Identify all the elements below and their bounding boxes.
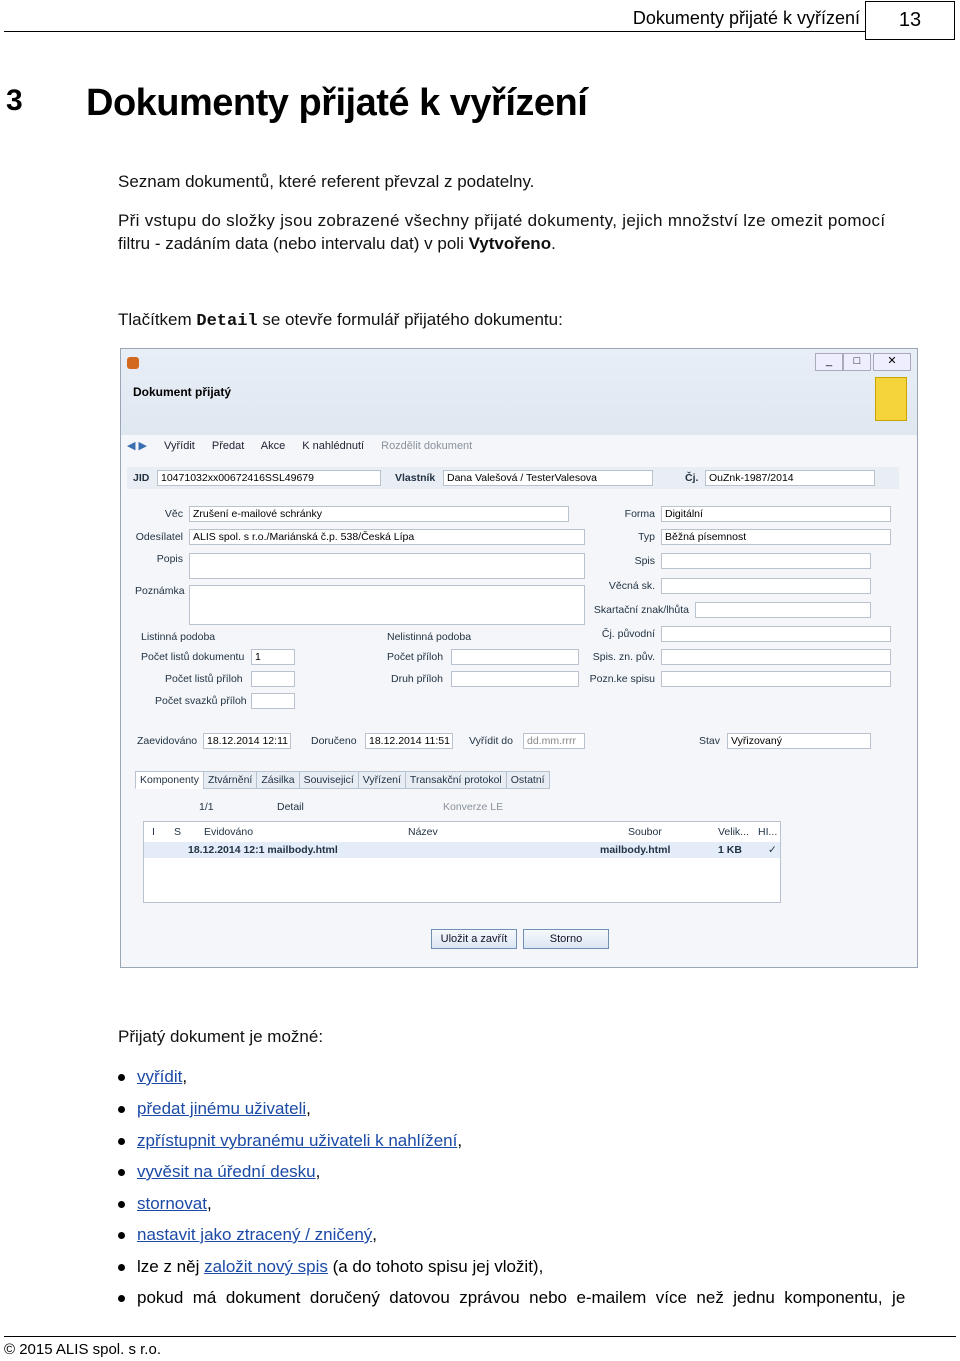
components-grid bbox=[143, 821, 781, 903]
grid-header: Velik... bbox=[718, 826, 749, 838]
skartacni-label: Skartační znak/lhůta bbox=[593, 604, 689, 616]
cj-puvodni-field[interactable] bbox=[661, 626, 891, 642]
pocet-priloh-label: Počet příloh bbox=[387, 651, 444, 663]
text-segment: , bbox=[457, 1131, 463, 1150]
odesilatel-field[interactable]: ALIS spol. s r.o./Mariánská č.p. 538/Česká Lípa bbox=[189, 529, 585, 545]
spis-zn-field[interactable] bbox=[661, 649, 891, 665]
running-header-title: Dokumenty přijaté k vyřízení bbox=[632, 8, 860, 28]
list-item-text: pokud má dokument doručený datovou zprávou nebo e-mailem více než jednu komponentu, je bbox=[137, 1288, 906, 1307]
text-segment: . bbox=[551, 234, 556, 253]
bullet-icon bbox=[118, 1138, 125, 1145]
vec-label: Věc bbox=[164, 508, 183, 520]
link-zpristupnit[interactable]: zpřístupnit vybranému uživateli k nahlížení bbox=[137, 1131, 458, 1150]
pocet-listu-label: Počet listů dokumentu bbox=[141, 651, 245, 663]
bullet-icon bbox=[118, 1264, 125, 1271]
listinna-heading: Listinná podoba bbox=[141, 631, 216, 643]
paragraph-filter-line2 bbox=[118, 232, 556, 255]
grid-header: Název bbox=[408, 826, 438, 838]
pocet-svazku-field[interactable] bbox=[251, 693, 295, 709]
spis-zn-label: Spis. zn. pův. bbox=[592, 651, 655, 663]
odesilatel-label: Odesílatel bbox=[135, 531, 183, 543]
text-segment: , bbox=[206, 1194, 212, 1213]
grid-header: I bbox=[152, 826, 155, 838]
minimize-icon[interactable]: _ bbox=[815, 353, 843, 371]
popis-label: Popis bbox=[156, 553, 183, 565]
app-icon bbox=[127, 357, 139, 369]
window-title: Dokument přijatý bbox=[133, 385, 232, 399]
owner-label: Vlastník bbox=[395, 472, 436, 484]
save-close-button[interactable]: Uložit a zavřít bbox=[431, 929, 517, 949]
link-vyridit[interactable]: vyřídit bbox=[137, 1067, 183, 1086]
tab-ostatni[interactable]: Ostatní bbox=[506, 771, 550, 789]
zaevidovano-label: Zaevidováno bbox=[137, 735, 198, 747]
text-segment: , bbox=[372, 1225, 378, 1244]
grid-header: Evidováno bbox=[204, 826, 254, 838]
bullet-icon bbox=[118, 1106, 125, 1113]
paragraph-detail bbox=[118, 308, 563, 333]
pocet-svazku-label: Počet svazků příloh bbox=[155, 695, 247, 707]
window-titlebar bbox=[121, 349, 917, 435]
grid-header: Soubor bbox=[628, 826, 662, 838]
zaevidovano-field[interactable]: 18.12.2014 12:11 bbox=[203, 733, 291, 749]
jid-field[interactable]: 10471032xx00672416SSL49679 bbox=[157, 470, 381, 486]
text-segment: Tlačítkem bbox=[118, 310, 197, 329]
pager[interactable]: 1/1 bbox=[199, 801, 214, 813]
pozn-spisu-field[interactable] bbox=[661, 671, 891, 687]
pocet-listu-field[interactable]: 1 bbox=[251, 649, 295, 665]
forma-label: Forma bbox=[624, 508, 655, 520]
paragraph-actions: Přijatý dokument je možné: bbox=[118, 1027, 324, 1046]
bullet-icon bbox=[118, 1074, 125, 1081]
text-segment: , bbox=[182, 1067, 188, 1086]
vecna-sk-field[interactable] bbox=[661, 578, 871, 594]
footer-rule bbox=[4, 1336, 956, 1337]
stav-label: Stav bbox=[699, 735, 721, 747]
back-icon[interactable]: ◀ ▶ bbox=[127, 440, 147, 452]
footer-copyright: © 2015 ALIS spol. s r.o. bbox=[4, 1341, 161, 1358]
text-segment: lze z něj bbox=[137, 1257, 205, 1276]
tab-souvisejici[interactable]: Souvisejicí bbox=[299, 771, 359, 789]
tab-ztvarneni[interactable]: Ztvárnění bbox=[203, 771, 257, 789]
form-tabs bbox=[135, 771, 549, 791]
spis-label: Spis bbox=[634, 555, 655, 567]
stav-field[interactable]: Vyřizovaný bbox=[727, 733, 871, 749]
cj-field[interactable]: OuZnk-1987/2014 bbox=[705, 470, 875, 486]
link-predat[interactable]: předat jinému uživateli bbox=[137, 1099, 307, 1118]
pocet-priloh-field[interactable] bbox=[451, 649, 579, 665]
text-segment: , bbox=[315, 1162, 321, 1181]
cj-label: Čj. bbox=[685, 472, 699, 484]
jid-label: JID bbox=[133, 472, 150, 484]
text-segment: (a do tohoto spisu jej vložit), bbox=[327, 1257, 544, 1276]
toolbar-rozdelit: Rozdělit dokument bbox=[381, 440, 473, 452]
tab-komponenty[interactable]: Komponenty bbox=[135, 771, 204, 789]
paragraph-filter-line1: Při vstupu do složky jsou zobrazené všechny přijaté dokumenty, jejich množství lze omezit pomocí bbox=[118, 211, 886, 230]
link-vyvesit[interactable]: vyvěsit na úřední desku bbox=[137, 1162, 316, 1181]
document-form-screenshot bbox=[120, 348, 918, 968]
row-evidovano: 18.12.2014 12:1 mailbody.html bbox=[188, 844, 338, 856]
vec-field[interactable]: Zrušení e-mailové schránky bbox=[189, 506, 569, 522]
form-toolbar bbox=[127, 439, 486, 459]
detail-button[interactable]: Detail bbox=[277, 801, 304, 813]
paragraph-intro: Seznam dokumentů, které referent převzal z podatelny. bbox=[118, 172, 535, 191]
grid-header: S bbox=[174, 826, 182, 838]
pozn-spisu-label: Pozn.ke spisu bbox=[589, 673, 655, 685]
bullet-icon bbox=[118, 1232, 125, 1239]
link-ztraceny[interactable]: nastavit jako ztracený / zničený bbox=[137, 1225, 373, 1244]
forma-select[interactable]: Digitální bbox=[661, 506, 891, 522]
pocet-listu-priloh-label: Počet listů příloh bbox=[165, 673, 243, 685]
header-rule bbox=[4, 31, 866, 32]
text-segment: se otevře formulář přijatého dokumentu: bbox=[257, 310, 563, 329]
tab-transakcni-protokol[interactable]: Transakční protokol bbox=[405, 771, 507, 789]
close-icon[interactable]: ✕ bbox=[873, 353, 911, 371]
grid-header: HI... bbox=[758, 826, 778, 838]
typ-label: Typ bbox=[638, 531, 655, 543]
bullet-icon bbox=[118, 1169, 125, 1176]
detail-code: Detail bbox=[196, 312, 258, 331]
owner-field[interactable]: Dana Valešová / TesterValesova bbox=[443, 470, 653, 486]
spis-field[interactable] bbox=[661, 553, 871, 569]
check-icon: ✓ bbox=[768, 844, 777, 856]
page-number: 13 bbox=[865, 1, 955, 40]
popis-field[interactable] bbox=[189, 553, 585, 579]
skartacni-field[interactable] bbox=[695, 602, 871, 618]
link-zalozit-spis[interactable]: založit nový spis bbox=[204, 1257, 328, 1276]
poznamka-label: Poznámka bbox=[135, 585, 185, 597]
cancel-button[interactable]: Storno bbox=[523, 929, 609, 949]
pocet-listu-priloh-field[interactable] bbox=[251, 671, 295, 687]
doruceno-field[interactable]: 18.12.2014 11:51 bbox=[365, 733, 453, 749]
bullet-icon bbox=[118, 1295, 125, 1302]
text-segment: , bbox=[306, 1099, 311, 1118]
toolbar-vyridit[interactable]: Vyřídit bbox=[164, 440, 195, 452]
field-name-vytvoreno: Vytvořeno bbox=[468, 234, 552, 253]
cj-puvodni-label: Čj. původní bbox=[601, 628, 655, 640]
doruceno-label: Doručeno bbox=[311, 735, 357, 747]
nelistinna-heading: Nelistinná podoba bbox=[387, 631, 472, 643]
poznamka-field[interactable] bbox=[189, 585, 585, 625]
druh-priloh-field[interactable] bbox=[451, 671, 579, 687]
convert-button: Konverze LE bbox=[443, 801, 504, 813]
row-soubor: mailbody.html bbox=[600, 844, 671, 856]
row-velikost: 1 KB bbox=[718, 844, 742, 856]
maximize-icon[interactable]: □ bbox=[843, 353, 871, 371]
toolbar-predat[interactable]: Předat bbox=[211, 440, 245, 452]
link-stornovat[interactable]: stornovat bbox=[137, 1194, 207, 1213]
vyridit-do-field[interactable]: dd.mm.rrrr bbox=[523, 733, 585, 749]
toolbar-k-nahlednuti[interactable]: K nahlédnutí bbox=[302, 440, 365, 452]
vecna-sk-label: Věcná sk. bbox=[608, 580, 655, 592]
bullet-icon bbox=[118, 1201, 125, 1208]
chapter-number: 3 bbox=[6, 84, 23, 117]
document-icon bbox=[875, 377, 907, 421]
tab-vyrizeni[interactable]: Vyřízení bbox=[358, 771, 406, 789]
toolbar-akce[interactable]: Akce bbox=[260, 440, 286, 452]
tab-zasilka[interactable]: Zásilka bbox=[256, 771, 299, 789]
text-segment: filtru - zadáním data (nebo intervalu dat) v poli bbox=[118, 234, 469, 253]
typ-select[interactable]: Běžná písemnost bbox=[661, 529, 891, 545]
druh-priloh-label: Druh příloh bbox=[391, 673, 443, 685]
vyridit-do-label: Vyřídit do bbox=[469, 735, 513, 747]
chapter-title: Dokumenty přijaté k vyřízení bbox=[86, 82, 588, 124]
